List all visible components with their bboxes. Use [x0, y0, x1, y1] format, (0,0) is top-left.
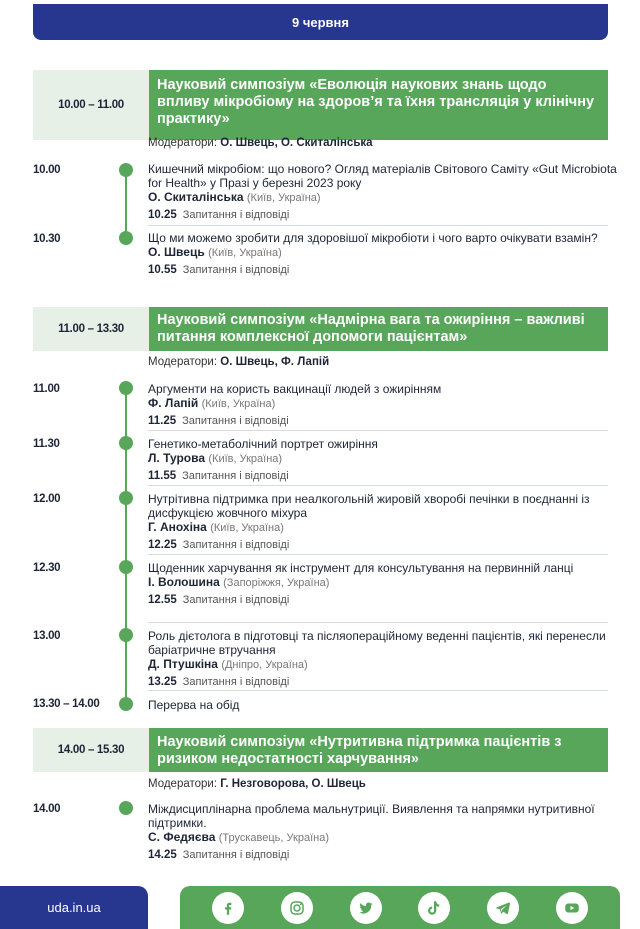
- talk-location: (Київ, Україна): [210, 522, 284, 534]
- talk-time: 12.30: [33, 562, 61, 574]
- talk-qa: 12.55 Запитання і відповіді: [148, 594, 290, 606]
- timeline-dot: [119, 697, 133, 711]
- talk-item: [148, 382, 618, 428]
- timeline-dot: [119, 491, 133, 505]
- talk-time: 14.00: [33, 803, 61, 815]
- timeline-dot: [119, 381, 133, 395]
- talk-item: [148, 492, 618, 552]
- talk-speaker: С. Федяєва: [148, 830, 216, 844]
- talk-qa: 14.25 Запитання і відповіді: [148, 849, 290, 861]
- talk-title: Нутрітивна підтримка при неалкогольній жировій хворобі печінки в поєднанні із дисфукцією жовчного міхура: [148, 492, 590, 520]
- talk-time: 13.00: [33, 630, 61, 642]
- talk-qa: 10.25 Запитання і відповіді: [148, 209, 290, 221]
- talk-title: Що ми можемо зробити для здоровішої мікробіоти і чого варто очікувати взамін?: [148, 231, 598, 245]
- moderators: Модератори: О. Швець, Ф. Лапій: [148, 356, 330, 368]
- symposium-header: [33, 307, 608, 351]
- talk-qa: 12.25 Запитання і відповіді: [148, 539, 290, 551]
- talk-location: (Дніпро, Україна): [221, 659, 308, 671]
- symposium-header: [33, 70, 608, 140]
- social-bar: [180, 886, 620, 929]
- talk-item: [148, 802, 618, 862]
- moderators: Модератори: О. Швець, О. Скиталінська: [148, 137, 373, 149]
- timeline-dot: [119, 436, 133, 450]
- talk-speaker: О. Швець: [148, 245, 205, 259]
- talk-title: Аргументи на користь вакцинації людей з ожирінням: [148, 382, 442, 396]
- talk-item: [148, 162, 618, 222]
- talk-qa: 11.55 Запитання і відповіді: [148, 470, 289, 482]
- break-label: Перерва на обід: [148, 698, 240, 712]
- day-label: 9 червня: [292, 14, 349, 30]
- separator: [148, 430, 608, 431]
- break-time: 13.30 – 14.00: [33, 698, 100, 710]
- talk-location: (Запоріжжя, Україна): [223, 577, 330, 589]
- talk-time: 12.00: [33, 493, 61, 505]
- telegram-icon[interactable]: [487, 892, 519, 924]
- separator: [148, 485, 608, 486]
- timeline-line: [125, 168, 127, 238]
- talk-location: (Трускавець, Україна): [218, 832, 329, 844]
- timeline-dot: [119, 163, 133, 177]
- talk-speaker: О. Скиталінська: [148, 190, 244, 204]
- talk-speaker: Г. Анохіна: [148, 520, 207, 534]
- timeline-line: [125, 387, 127, 705]
- talk-title: Міждисциплінарна проблема мальнутриції. Виявлення та напрямки нутритивної підтримки.: [148, 802, 595, 830]
- talk-time: 10.30: [33, 233, 61, 245]
- twitter-icon[interactable]: [350, 892, 382, 924]
- talk-location: (Київ, Україна): [208, 247, 282, 259]
- timeline-dot: [119, 231, 133, 245]
- talk-title: Кишечний мікробіом: що нового? Огляд матеріалів Світового Саміту «Gut Microbiota for Health» у Празі у березні 2023 року: [148, 162, 617, 190]
- symposium-time: 14.00 – 15.30: [57, 744, 125, 756]
- talk-item: [148, 629, 618, 689]
- symposium-title: Науковий симпозіум «Еволюція наукових знань щодо впливу мікробіому на здоров’я та їхня трансляція у клінічну практику»: [149, 70, 608, 140]
- facebook-icon[interactable]: [212, 892, 244, 924]
- youtube-icon[interactable]: [556, 892, 588, 924]
- talk-qa: 10.55 Запитання і відповіді: [148, 264, 290, 276]
- timeline-dot: [119, 560, 133, 574]
- talk-item: [148, 231, 618, 277]
- talk-speaker: Ф. Лапій: [148, 396, 199, 410]
- tiktok-icon[interactable]: [418, 892, 450, 924]
- talk-time: 11.30: [33, 438, 60, 450]
- symposium-time: 10.00 – 11.00: [58, 99, 124, 111]
- talk-title: Роль дієтолога в підготовці та післяопераційному веденні пацієнтів, які перенесли баріатричне втручання: [148, 629, 606, 657]
- talk-location: (Київ, Україна): [208, 453, 283, 465]
- talk-time: 10.00: [33, 164, 61, 176]
- symposium-time: 11.00 – 13.30: [58, 323, 124, 335]
- separator: [148, 622, 608, 623]
- talk-location: (Київ, Україна): [246, 192, 321, 204]
- symposium-header: [33, 728, 608, 772]
- day-header: [33, 4, 608, 40]
- talk-time: 11.00: [33, 383, 60, 395]
- separator: [148, 225, 608, 226]
- separator: [148, 690, 608, 691]
- separator: [148, 554, 608, 555]
- talk-qa: 11.25 Запитання і відповіді: [148, 415, 289, 427]
- talk-title: Щоденник харчування як інструмент для консультування на первинній ланці: [148, 561, 574, 575]
- symposium-title: Науковий симпозіум «Нутритивна підтримка пацієнтів з ризиком недостатності харчування»: [149, 728, 608, 772]
- talk-qa: 13.25 Запитання і відповіді: [148, 676, 290, 688]
- talk-location: (Київ, Україна): [201, 398, 276, 410]
- talk-title: Генетико-метаболічний портрет ожиріння: [148, 437, 378, 451]
- instagram-icon[interactable]: [281, 892, 313, 924]
- talk-speaker: І. Волошина: [148, 575, 220, 589]
- moderators: Модератори: Г. Незговорова, О. Швець: [148, 778, 366, 790]
- symposium-title: Науковий симпозіум «Надмірна вага та ожиріння – важливі питання комплексної допомоги пацієнтам»: [149, 307, 608, 351]
- timeline-dot: [119, 801, 133, 815]
- talk-item: [148, 437, 618, 483]
- talk-speaker: Д. Птушкіна: [148, 657, 218, 671]
- talk-item: [148, 561, 618, 607]
- website-link[interactable]: uda.in.ua: [0, 886, 148, 929]
- talk-speaker: Л. Турова: [148, 451, 206, 465]
- timeline-dot: [119, 628, 133, 642]
